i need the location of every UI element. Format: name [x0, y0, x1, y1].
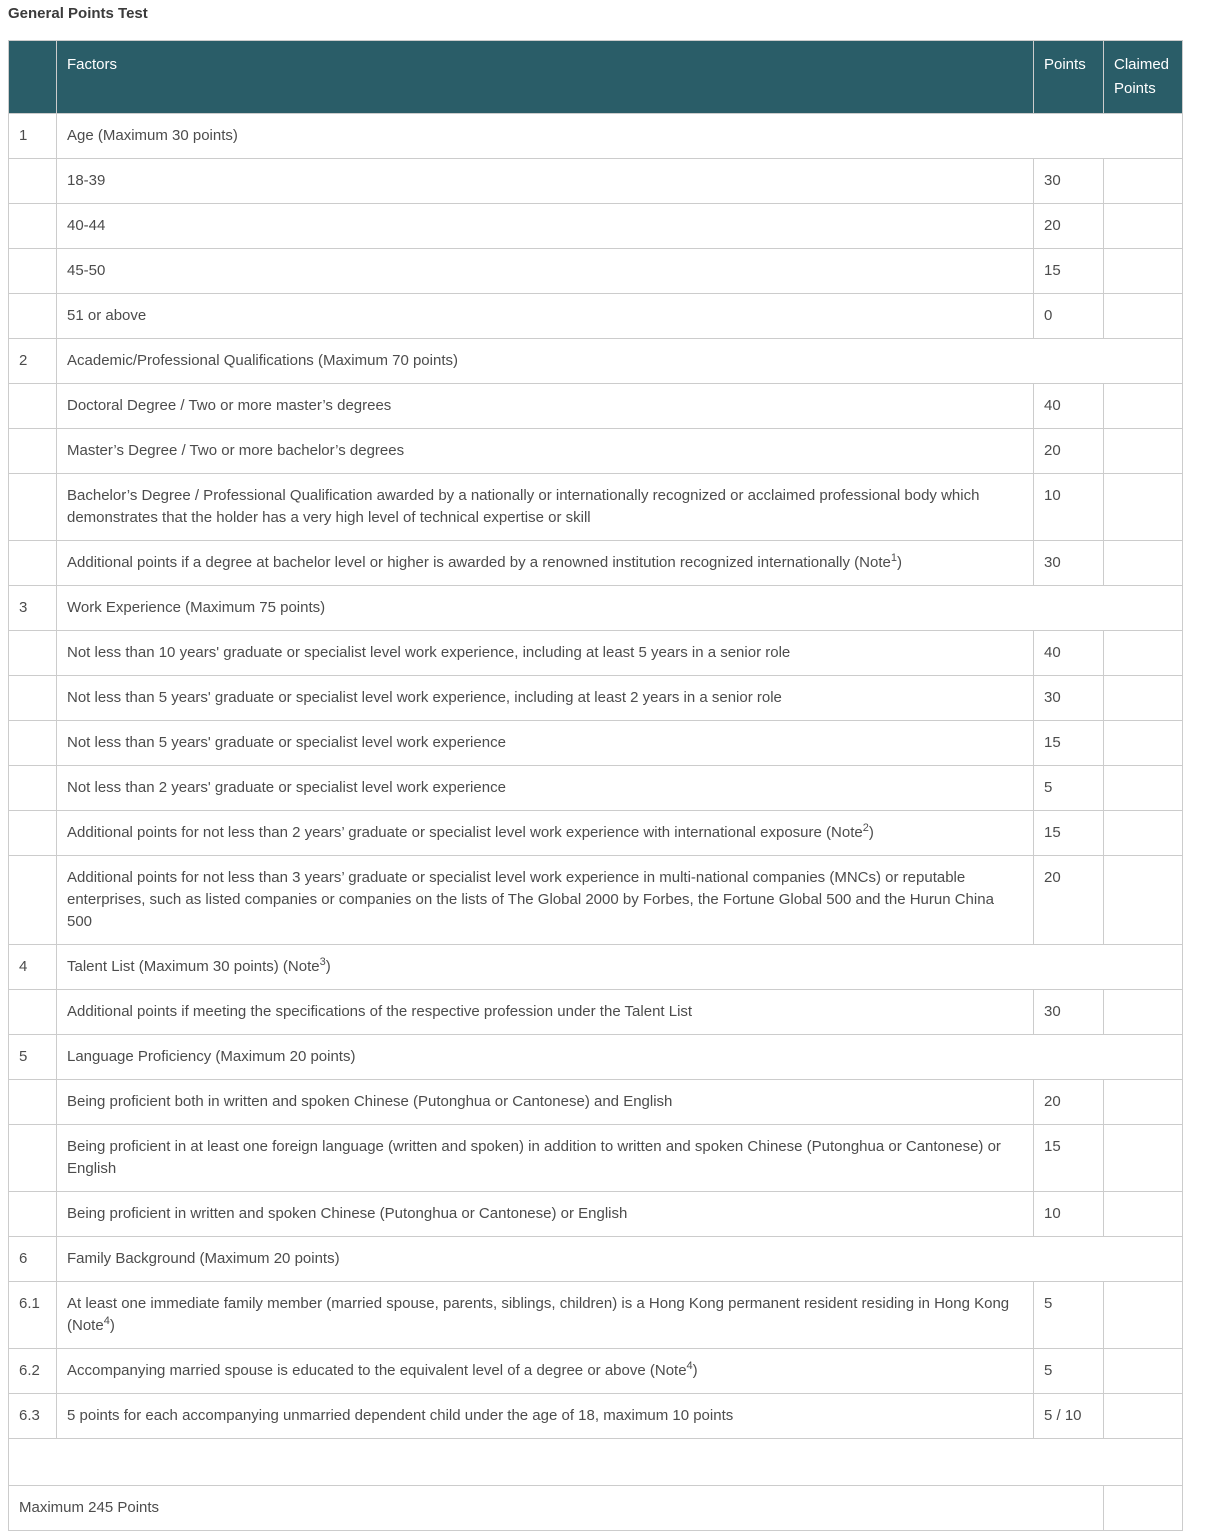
claimed-points-cell [1104, 631, 1183, 676]
table-row [9, 1192, 1183, 1237]
row-number-cell [9, 1192, 57, 1237]
note-superscript: 2 [862, 822, 869, 834]
claimed-points-cell [1104, 676, 1183, 721]
claimed-points-cell [1104, 474, 1183, 541]
points-cell: 20 [1034, 204, 1104, 249]
claimed-points-cell [1104, 1192, 1183, 1237]
factor-cell: Being proficient in written and spoken Chinese (Putonghua or Cantonese) or English [57, 1192, 1034, 1237]
row-number-cell [9, 766, 57, 811]
section-row-talent-list [9, 945, 1183, 990]
factor-cell [57, 1282, 1034, 1349]
row-number-cell [9, 856, 57, 945]
claimed-points-cell [1104, 1080, 1183, 1125]
factor-cell: 18-39 [57, 159, 1034, 204]
table-row [9, 474, 1183, 541]
row-number-cell [9, 249, 57, 294]
claimed-points-cell [1104, 1349, 1183, 1394]
table-row [9, 856, 1183, 945]
factor-cell: Academic/Professional Qualifications (Maximum 70 points) [57, 339, 1183, 384]
factor-text: Talent List (Maximum 30 points) (Note [67, 958, 320, 975]
factor-cell: Not less than 2 years' graduate or specialist level work experience [57, 766, 1034, 811]
factor-cell: Language Proficiency (Maximum 20 points) [57, 1035, 1183, 1080]
row-number-cell [9, 204, 57, 249]
note-superscript: 3 [319, 956, 326, 968]
row-number-cell [9, 429, 57, 474]
factor-cell: Being proficient both in written and spoken Chinese (Putonghua or Cantonese) and English [57, 1080, 1034, 1125]
factor-cell: Additional points if meeting the specifications of the respective profession under the Talent List [57, 990, 1034, 1035]
row-number-cell [9, 159, 57, 204]
section-row-language [9, 1035, 1183, 1080]
factor-cell: Doctoral Degree / Two or more master’s degrees [57, 384, 1034, 429]
header-claimed-cell: Claimed Points [1104, 41, 1183, 114]
factor-cell: 51 or above [57, 294, 1034, 339]
factor-cell [57, 541, 1034, 586]
row-number-cell: 6.2 [9, 1349, 57, 1394]
factor-text: At least one immediate family member (married spouse, parents, siblings, children) is a Hong Kong permanent resident residing in Hong Kong (Note [67, 1295, 1010, 1334]
points-cell: 30 [1034, 990, 1104, 1035]
general-points-table [8, 40, 1183, 1531]
factor-cell: 40-44 [57, 204, 1034, 249]
points-cell: 5 [1034, 1349, 1104, 1394]
section-row-family [9, 1237, 1183, 1282]
points-cell: 5 [1034, 766, 1104, 811]
claimed-points-cell [1104, 541, 1183, 586]
factor-text: Additional points if a degree at bachelor level or higher is awarded by a renowned institution recognized internationally (Note [67, 554, 891, 571]
table-row [9, 294, 1183, 339]
factor-cell: Work Experience (Maximum 75 points) [57, 586, 1183, 631]
claimed-points-cell [1104, 766, 1183, 811]
points-cell: 0 [1034, 294, 1104, 339]
points-cell: 15 [1034, 249, 1104, 294]
table-row [9, 631, 1183, 676]
factor-cell: Being proficient in at least one foreign language (written and spoken) in addition to written and spoken Chinese (Putonghua or Cantonese) or English [57, 1125, 1034, 1192]
maximum-points-cell: Maximum 245 Points [9, 1486, 1104, 1531]
points-cell: 10 [1034, 1192, 1104, 1237]
section-row-qualifications [9, 339, 1183, 384]
claimed-points-cell [1104, 429, 1183, 474]
points-cell: 20 [1034, 1080, 1104, 1125]
factor-text: Accompanying married spouse is educated to the equivalent level of a degree or above (Note [67, 1362, 687, 1379]
table-row [9, 204, 1183, 249]
factor-cell: 45-50 [57, 249, 1034, 294]
claimed-points-cell [1104, 1125, 1183, 1192]
table-row [9, 766, 1183, 811]
factor-cell: Master’s Degree / Two or more bachelor’s degrees [57, 429, 1034, 474]
row-number-cell [9, 474, 57, 541]
row-number-cell [9, 1125, 57, 1192]
row-number-cell: 6 [9, 1237, 57, 1282]
claimed-points-cell [1104, 294, 1183, 339]
row-number-cell: 4 [9, 945, 57, 990]
row-number-cell [9, 1080, 57, 1125]
table-row [9, 811, 1183, 856]
factor-text-suffix: ) [868, 824, 874, 841]
table-row [9, 1394, 1183, 1439]
row-number-cell: 3 [9, 586, 57, 631]
claimed-points-cell [1104, 811, 1183, 856]
row-number-cell [9, 811, 57, 856]
claimed-points-cell [1104, 856, 1183, 945]
factor-text-suffix: ) [692, 1362, 698, 1379]
points-cell: 15 [1034, 1125, 1104, 1192]
footer-row [9, 1486, 1183, 1531]
factor-cell: Age (Maximum 30 points) [57, 114, 1183, 159]
factor-cell: Bachelor’s Degree / Professional Qualification awarded by a nationally or internationally recognized or acclaimed professional body which demonstrates that the holder has a very high level of technical expertise or skill [57, 474, 1034, 541]
row-number-cell: 1 [9, 114, 57, 159]
table-row [9, 990, 1183, 1035]
factor-cell: Not less than 10 years' graduate or specialist level work experience, including at least 5 years in a senior role [57, 631, 1034, 676]
points-cell: 30 [1034, 541, 1104, 586]
header-row [9, 41, 1183, 114]
row-number-cell: 6.3 [9, 1394, 57, 1439]
table-row [9, 1125, 1183, 1192]
spacer-cell [9, 1439, 1183, 1486]
claimed-points-cell [1104, 204, 1183, 249]
row-number-cell: 5 [9, 1035, 57, 1080]
claimed-points-cell [1104, 1486, 1183, 1531]
points-cell: 5 / 10 [1034, 1394, 1104, 1439]
table-row [9, 384, 1183, 429]
claimed-points-cell [1104, 1394, 1183, 1439]
points-cell: 15 [1034, 811, 1104, 856]
note-superscript: 4 [686, 1360, 693, 1372]
page-title: General Points Test [8, 5, 148, 22]
points-cell: 20 [1034, 856, 1104, 945]
section-row-work-experience [9, 586, 1183, 631]
note-superscript: 4 [103, 1315, 110, 1327]
table-header [9, 41, 1183, 114]
factor-cell: Additional points for not less than 3 years’ graduate or specialist level work experience in multi-national companies (MNCs) or reputable enterprises, such as listed companies or companies on the lists of The Global 2000 by Forbes, the Fortune Global 500 and the Hurun China 500 [57, 856, 1034, 945]
row-number-cell [9, 294, 57, 339]
table-row [9, 1349, 1183, 1394]
factor-cell: Not less than 5 years' graduate or specialist level work experience, including at least 2 years in a senior role [57, 676, 1034, 721]
row-number-cell [9, 384, 57, 429]
table-row [9, 249, 1183, 294]
factor-text-suffix: ) [325, 958, 331, 975]
claimed-points-cell [1104, 249, 1183, 294]
points-cell: 40 [1034, 384, 1104, 429]
table-row [9, 676, 1183, 721]
table-row [9, 721, 1183, 766]
header-num-cell [9, 41, 57, 114]
points-cell: 10 [1034, 474, 1104, 541]
factor-cell [57, 1349, 1034, 1394]
section-row-age [9, 114, 1183, 159]
header-factors-cell: Factors [57, 41, 1034, 114]
header-points-cell: Points [1034, 41, 1104, 114]
row-number-cell: 6.1 [9, 1282, 57, 1349]
factor-cell: 5 points for each accompanying unmarried dependent child under the age of 18, maximum 10 points [57, 1394, 1034, 1439]
row-number-cell [9, 990, 57, 1035]
factor-text-suffix: ) [109, 1317, 115, 1334]
points-cell: 15 [1034, 721, 1104, 766]
points-cell: 40 [1034, 631, 1104, 676]
table-row [9, 429, 1183, 474]
row-number-cell [9, 541, 57, 586]
points-cell: 5 [1034, 1282, 1104, 1349]
table-row [9, 541, 1183, 586]
points-cell: 30 [1034, 676, 1104, 721]
factor-cell [57, 811, 1034, 856]
table-row [9, 1282, 1183, 1349]
row-number-cell [9, 676, 57, 721]
spacer-row [9, 1439, 1183, 1486]
factor-text: Additional points for not less than 2 years’ graduate or specialist level work experience with international exposure (Note [67, 824, 863, 841]
note-superscript: 1 [890, 552, 897, 564]
claimed-points-cell [1104, 384, 1183, 429]
claimed-points-cell [1104, 159, 1183, 204]
row-number-cell: 2 [9, 339, 57, 384]
table-row [9, 1080, 1183, 1125]
factor-cell [57, 945, 1183, 990]
factor-cell: Not less than 5 years' graduate or specialist level work experience [57, 721, 1034, 766]
row-number-cell [9, 721, 57, 766]
claimed-points-cell [1104, 721, 1183, 766]
claimed-points-cell [1104, 990, 1183, 1035]
table-row [9, 159, 1183, 204]
points-cell: 30 [1034, 159, 1104, 204]
claimed-points-cell [1104, 1282, 1183, 1349]
points-cell: 20 [1034, 429, 1104, 474]
row-number-cell [9, 631, 57, 676]
factor-cell: Family Background (Maximum 20 points) [57, 1237, 1183, 1282]
factor-text-suffix: ) [896, 554, 902, 571]
